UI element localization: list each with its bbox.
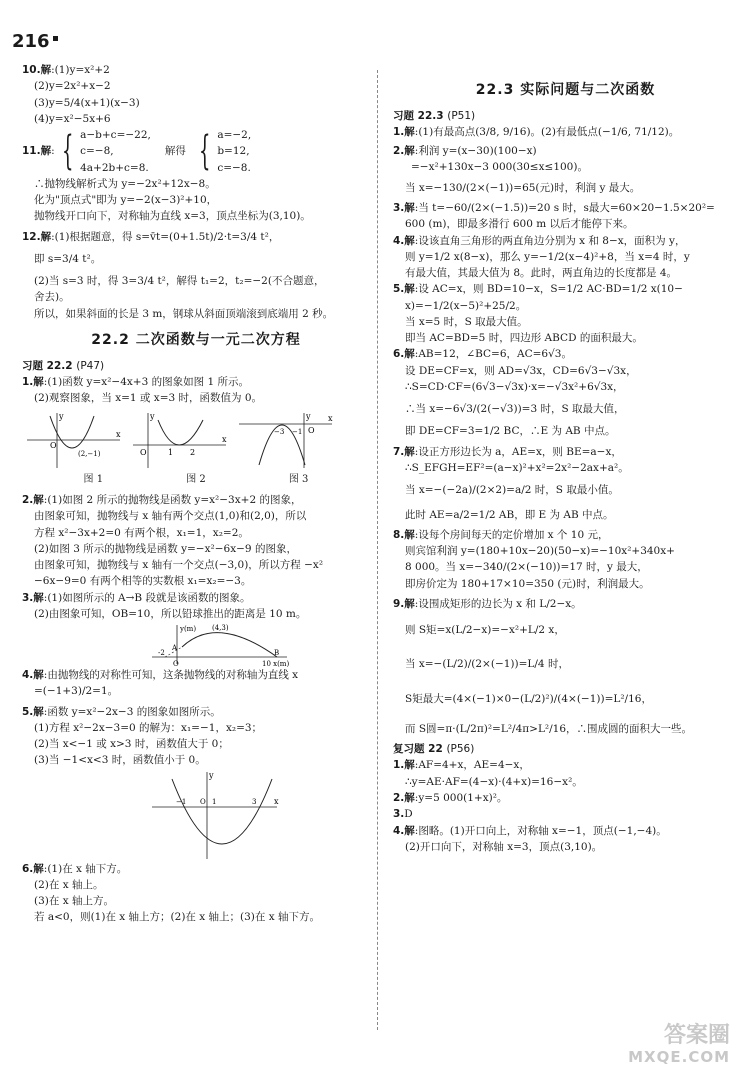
answer-b6: 6.解:AB=12，∠BC=6，AC=6√3。 设 DE=CF=x，则 AD=√3x，CD=6√3−√3x， ∴S=CD·CF=(6√3−√3x)·x=−√3x²+6√3x， ∴当 x=−6√3/(2(−√3))=3 时，S 取最大值， 即 DE=CF=3=1/2 BC，∴E 为 AB 中点。 — [393, 348, 637, 438]
answer-b2: 2.解:利润 y=(x−30)(100−x) =−x²+130x−3 000(30≤x≤100)。 当 x=−130/(2×(−1))=65(元)时，利润 y 最大。 — [393, 145, 641, 194]
answer-a1: 1.解:(1)函数 y=x²−4x+3 的图象如图 1 所示。 (2)观察图象，当 x=1 或 x=3 时，函数值为 0。 — [22, 375, 263, 405]
answer-c1: 1.解:AF=4+x，AE=4−x， ∴y=AE·AF=(4−x)·(4+x)=16−x²。 — [393, 759, 583, 788]
svg-text:1: 1 — [168, 448, 174, 458]
svg-text:−3: −3 — [274, 428, 285, 437]
answer-b3: 3.解:当 t=−60/(2×(−1.5))=20 s 时，s最大=60×20−1.5×20²= 600 (m)，即最多滑行 600 m 以后才能停下来。 — [393, 202, 715, 231]
figure-2-parabola — [128, 410, 228, 470]
svg-text:x: x — [274, 796, 279, 806]
svg-text:3: 3 — [252, 797, 257, 806]
svg-text:2: 2 — [190, 448, 196, 458]
svg-text:A: A — [172, 644, 178, 653]
answer-a2: 2.解:(1)如图 2 所示的抛物线是函数 y=x²−3x+2 的图象， 由图象可知，抛物线与 x 轴有两个交点(1,0)和(2,0)，所以 方程 x²−3x+2=0 有两个根，x₁=1，x₂=2。 (2)如图 3 所示的抛物线是函数 y=−x²−6x−9 的图象， 由图象可知，抛物线与 x 轴有一个交点(−3,0)，所以方程 −x² −6x−9=0 有两个相等的实数根 x₁=x₂=−3。 — [22, 493, 324, 588]
answer-a3: 3.解:(1)如图所示的 A→B 段就是该函数的图象。 (2)由图象可知，OB=10，所以铅球推出的距离是 10 m。 — [22, 591, 307, 620]
figure-5-parabola — [22, 769, 370, 861]
section-title-22-3: 22.3 实际问题与二次函数 — [475, 82, 656, 98]
svg-text:10 x(m): 10 x(m) — [262, 660, 290, 668]
svg-text:x: x — [116, 430, 121, 440]
answer-a6: 6.解:(1)在 x 轴下方。 (2)在 x 轴上。 (3)在 x 轴上方。 若 a<0，则(1)在 x 轴上方；(2)在 x 轴上；(3)在 x 轴下方。 — [22, 862, 320, 924]
figure-captions: 图 1 图 2 图 3 — [83, 474, 309, 486]
left-column — [22, 62, 370, 926]
review-header: 复习题 22 (P56) — [393, 743, 475, 756]
figure-row — [22, 410, 370, 470]
section-title-22-2: 22.2 二次函数与一元二次方程 — [91, 331, 301, 348]
figure-1-parabola — [22, 410, 122, 470]
answer-c4: 4.解:图略。(1)开口向上，对称轴 x=−1，顶点(−1,−4)。 (2)开口向下，对称轴 x=3，顶点(3,10)。 — [393, 824, 667, 853]
answer-q12: 12.解:(1)根据题意，得 s=v̄t=(0+1.5t)/2·t=3/4 t²， 即 s=3/4 t²。 (2)当 s=3 时，得 3=3/4 t²，解得 t₁=2，t₂=−2(不合题意， 舍去)。 所以，如果斜面的长是 3 m，钢球从斜面顶端滚到底端用 2 秒。 — [22, 230, 334, 320]
svg-text:-2: -2 — [158, 649, 165, 658]
answer-b4: 4.解:设该直角三角形的两直角边分别为 x 和 8−x，面积为 y， 则 y=1/2 x(8−x)，那么 y=−1/2(x−4)²+8，当 x=4 时，y 有最大值，其最大值为 8。此时，两直角边的长度都是 4。 — [393, 234, 690, 280]
svg-text:1: 1 — [212, 797, 217, 806]
svg-text:O: O — [200, 797, 206, 806]
answer-b7: 7.解:设正方形边长为 a，AE=x，则 BE=a−x， ∴S_EFGH=EF²=(a−x)²+x²=2x²−2ax+a²。 当 x=−(−2a)/(2×2)=a/2 时，S 取最小值。 此时 AE=a/2=1/2 AB，即 E 为 AB 中点。 — [393, 445, 629, 521]
svg-text:(2,−1): (2,−1) — [78, 450, 101, 459]
svg-text:−1: −1 — [292, 428, 303, 437]
answer-c3: 3.D — [393, 808, 413, 821]
answer-b9: 9.解:设围成矩形的边长为 x 和 L/2−x。 则 S矩=x(L/2−x)=−x²+L/2 x， 当 x=−(L/2)/(2×(−1))=L/4 时， S矩最大=(4×(−1)×0−(L/2)²)/(4×(−1))=L²/16， 而 S圆=π·(L/2π)²=L²/4π>L²/16，∴围成圆的面积大一些。 — [393, 597, 693, 735]
svg-text:y: y — [59, 412, 64, 422]
right-column — [393, 62, 738, 855]
answer-q11: 11. 解 : { a−b+c=−22, c=−8, 4a+2b+c=8. 解得 { a=−2, b=12, c=−8. ∴抛物线解析式为 y=−2x²+12x−8。 化为"顶点式"即为 y=−2(x−3)²+10， 抛物线开口向下，对称轴为直线 x=3，顶点坐标为(3,10)。 — [22, 128, 311, 223]
answer-q10: 10.解:(1)y=x²+2 (2)y=2x²+x−2 (3)y=5/4(x+1)(x−3) (4)y=x²−5x+6 — [22, 64, 140, 125]
column-divider — [377, 70, 379, 1030]
svg-text:O: O — [140, 448, 147, 458]
svg-text:y: y — [150, 412, 155, 422]
svg-text:−1: −1 — [176, 797, 187, 806]
figure-3-parabola — [234, 410, 334, 470]
exercise-header: 习题 22.3 (P51) — [393, 109, 476, 122]
svg-text:y: y — [306, 412, 311, 422]
svg-text:y(m): y(m) — [180, 625, 197, 634]
answer-a5: 5.解:函数 y=x²−2x−3 的图象如图所示。 (1)方程 x²−2x−3=0 的解为：x₁=−1，x₂=3； (2)当 x<−1 或 x>3 时，函数值大于 0； (3)当 −1<x<3 时，函数值小于 0。 — [22, 705, 263, 767]
answer-a4: 4.解:由抛物线的对称性可知，这条抛物线的对称轴为直线 x =(−1+3)/2=1。 — [22, 669, 299, 698]
answer-c2: 2.解:y=5 000(1+x)²。 — [393, 791, 508, 804]
watermark-logo: 答案圈 MXQE.COM — [628, 1023, 730, 1066]
answer-b1: 1.解:(1)有最高点(3/8, 9/16)。(2)有最低点(−1/6, 71/12)。 — [393, 125, 680, 138]
svg-text:y: y — [209, 770, 214, 780]
page-number: 216 — [12, 28, 58, 56]
answer-b5: 5.解:设 AC=x，则 BD=10−x，S=1/2 AC·BD=1/2 x(10− x)=−1/2(x−5)²+25/2。 当 x=5 时，S 取最大值。 即当 AC=BD=5 时，四边形 ABCD 的面积最大。 — [393, 283, 683, 345]
svg-text:O: O — [50, 441, 57, 451]
svg-text:O: O — [173, 660, 179, 668]
svg-text:(4,3): (4,3) — [212, 624, 229, 633]
svg-text:B: B — [274, 649, 280, 658]
svg-text:O: O — [308, 426, 315, 436]
svg-text:x: x — [328, 414, 333, 424]
figure-shot-put-trajectory — [22, 622, 370, 667]
answer-b8: 8.解:设每个房间每天的定价增加 x 个 10 元， 则宾馆利润 y=(180+10x−20)(50−x)=−10x²+340x+ 8 000。当 x=−340/(2×(−10))=17 时，y 最大， 即房价定为 180+17×10=350 (元)时，利润最大。 — [393, 528, 675, 590]
svg-text:x: x — [222, 435, 227, 445]
exercise-header: 习题 22.2 (P47) — [22, 359, 105, 372]
